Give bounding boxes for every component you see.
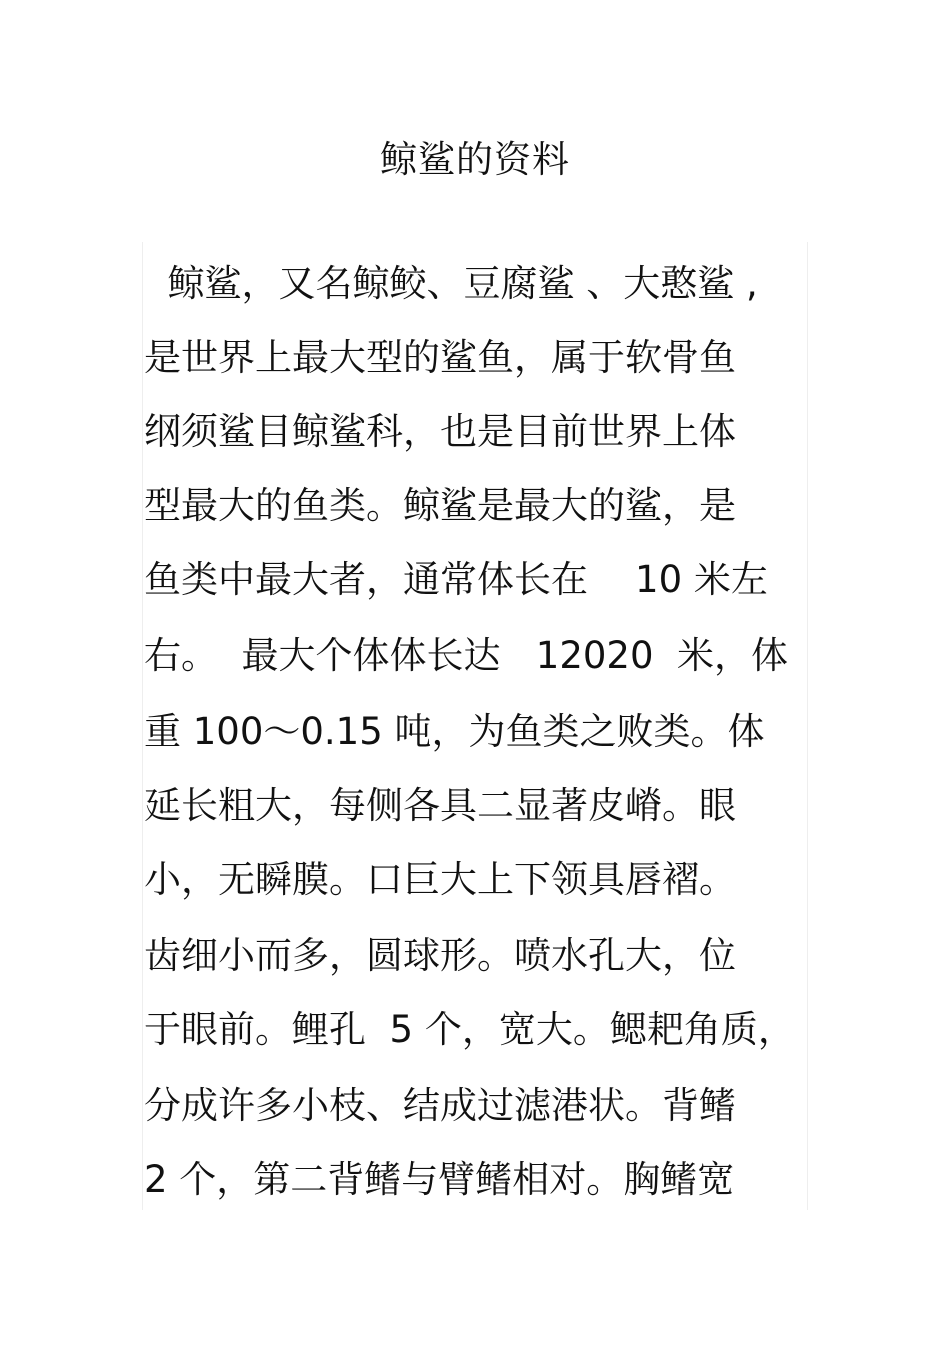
paragraph-line: 2 个，第二背鳍与臂鳍相对。胸鳍宽 bbox=[144, 1158, 735, 1201]
paragraph-line: 小，无瞬膜。口巨大上下领具唇褶。 bbox=[144, 858, 736, 901]
paragraph-line: 是世界上最大型的鲨鱼，属于软骨鱼 bbox=[144, 336, 736, 379]
paragraph-line: 鱼类中最大者，通常体长在 10 米左 bbox=[144, 558, 768, 601]
paragraph-line: 齿细小而多，圆球形。喷水孔大，位 bbox=[144, 934, 736, 977]
paragraph-line: 鲸鲨，又名鲸鲛、豆腐鲨 、大憨鲨 , bbox=[144, 262, 758, 305]
paragraph-line: 纲须鲨目鲸鲨科，也是目前世界上体 bbox=[144, 410, 736, 453]
paragraph-line: 分成许多小枝、结成过滤港状。背鳍 bbox=[144, 1084, 736, 1127]
page-title: 鲸鲨的资料 bbox=[380, 138, 570, 181]
paragraph-line: 型最大的鱼类。鲸鲨是最大的鲨，是 bbox=[144, 484, 736, 527]
paragraph-line: 右。 最大个体体长达 12020 米，体 bbox=[144, 634, 789, 677]
paragraph-line: 重 100～0.15 吨，为鱼类之败类。体 bbox=[144, 710, 765, 753]
paragraph-line: 延长粗大，每侧各具二显著皮嵴。眼 bbox=[144, 784, 736, 827]
paragraph-line: 于眼前。鲤孔 5 个，宽大。鳃耙角质， bbox=[144, 1008, 795, 1051]
